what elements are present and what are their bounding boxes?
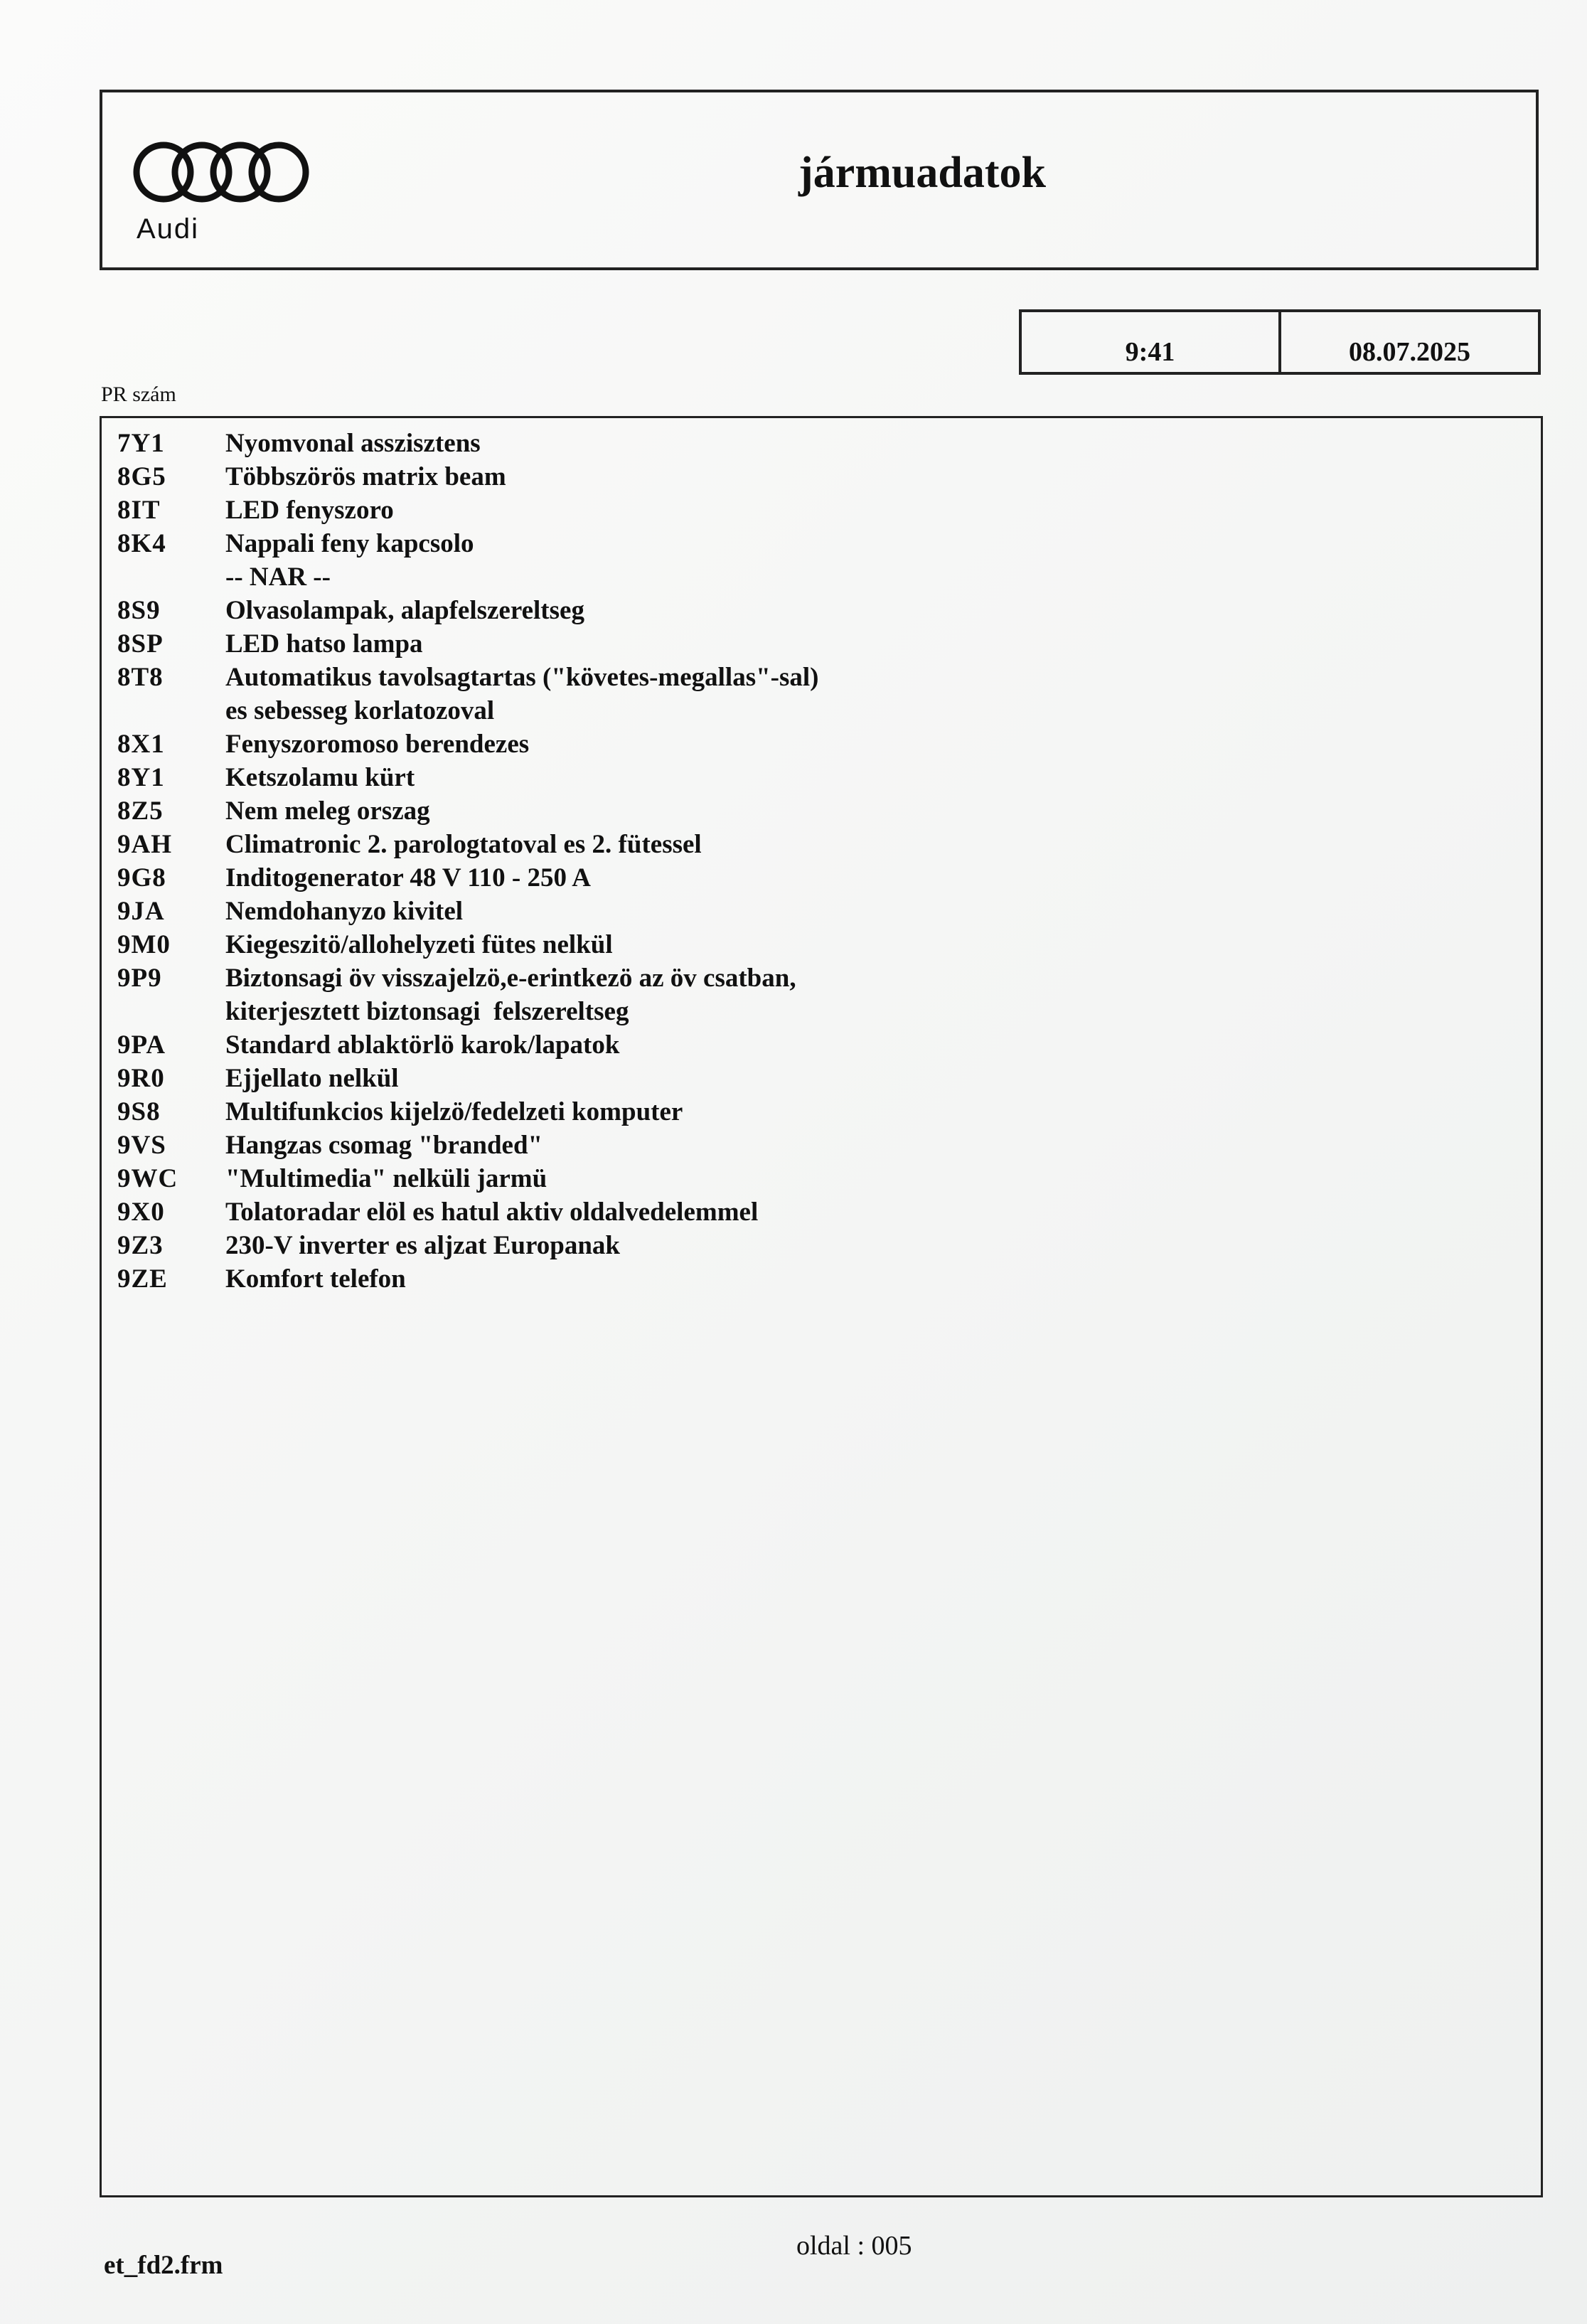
print-time: 9:41 — [1125, 337, 1175, 367]
pr-number-label: PR szám — [101, 383, 176, 406]
pr-code: 9M0 — [117, 930, 171, 959]
pr-code: 8IT — [117, 496, 161, 525]
pr-code: 9PA — [117, 1030, 166, 1060]
table-row — [102, 527, 1541, 594]
pr-description — [225, 1162, 1541, 1195]
pr-description — [225, 594, 1541, 627]
pr-description — [225, 1062, 1541, 1095]
table-row — [102, 1195, 1541, 1229]
pr-description — [225, 627, 1541, 661]
pr-description — [225, 1262, 1541, 1296]
pr-code: 8Y1 — [117, 763, 165, 792]
table-row — [102, 627, 1541, 661]
table-row — [102, 661, 1541, 727]
table-row — [102, 594, 1541, 627]
pr-description-line: Tolatoradar elöl es hatul aktiv oldalvedelemmel — [225, 1198, 759, 1227]
pr-description — [225, 1095, 1541, 1129]
pr-description — [225, 861, 1541, 895]
pr-code: 8T8 — [117, 663, 164, 692]
pr-description-line: es sebesseg korlatozoval — [225, 696, 495, 725]
pr-description — [225, 427, 1541, 460]
pr-description — [225, 1028, 1541, 1062]
pr-description-line: Inditogenerator 48 V 110 - 250 A — [225, 863, 591, 892]
table-row — [102, 1062, 1541, 1095]
pr-code: 8S9 — [117, 596, 161, 625]
table-row — [102, 727, 1541, 761]
pr-code: 9AH — [117, 830, 172, 859]
pr-description-line: Multifunkcios kijelzö/fedelzeti komputer — [225, 1097, 683, 1126]
pr-description-line: Nappali feny kapcsolo — [225, 529, 474, 558]
pr-description-line: "Multimedia" nelküli jarmü — [225, 1164, 547, 1193]
table-row — [102, 794, 1541, 828]
pr-description — [225, 460, 1541, 494]
table-row — [102, 895, 1541, 928]
pr-code: 9VS — [117, 1131, 166, 1160]
pr-description — [225, 661, 1541, 727]
pr-description-line: Fenyszoromoso berendezes — [225, 730, 530, 759]
pr-code: 9ZE — [117, 1264, 168, 1294]
table-row — [102, 1262, 1541, 1296]
table-row — [102, 928, 1541, 961]
pr-description-line: kiterjesztett biztonsagi felszereltseg — [225, 997, 629, 1026]
pr-description — [225, 1129, 1541, 1162]
pr-code: 8G5 — [117, 462, 166, 491]
pr-code: 9JA — [117, 897, 165, 926]
table-row — [102, 961, 1541, 1028]
pr-code: 8SP — [117, 629, 164, 659]
table-row — [102, 427, 1541, 460]
pr-code: 9P9 — [117, 964, 162, 993]
pr-description-line: Többszörös matrix beam — [225, 462, 506, 491]
pr-description-line: LED hatso lampa — [225, 629, 423, 659]
pr-description-line: LED fenyszoro — [225, 496, 394, 525]
pr-description-line: Standard ablaktörlö karok/lapatok — [225, 1030, 620, 1060]
pr-description — [225, 895, 1541, 928]
pr-description — [225, 1195, 1541, 1229]
pr-description — [225, 961, 1541, 1028]
table-row — [102, 1129, 1541, 1162]
pr-description-line: Ketszolamu kürt — [225, 763, 415, 792]
pr-description-line: Nem meleg orszag — [225, 796, 430, 826]
pr-description-line: Ejjellato nelkül — [225, 1064, 399, 1093]
table-row — [102, 828, 1541, 861]
table-row — [102, 1028, 1541, 1062]
pr-code: 9S8 — [117, 1097, 161, 1126]
pr-description-line: Nemdohanyzo kivitel — [225, 897, 464, 926]
pr-description-line: Kiegeszitö/allohelyzeti fütes nelkül — [225, 930, 613, 959]
pr-code: 8K4 — [117, 529, 166, 558]
pr-description — [225, 494, 1541, 527]
table-row — [102, 494, 1541, 527]
pr-description — [225, 928, 1541, 961]
table-row — [102, 1095, 1541, 1129]
form-file-name: et_fd2.frm — [104, 2251, 223, 2280]
print-date: 08.07.2025 — [1278, 312, 1538, 372]
pr-description-line: Hangzas csomag "branded" — [225, 1131, 543, 1160]
pr-code: 8X1 — [117, 730, 165, 759]
table-row — [102, 1229, 1541, 1262]
brand-name: Audi — [137, 213, 200, 245]
pr-description-line: Olvasolampak, alapfelszereltseg — [225, 596, 584, 625]
timestamp-box — [1019, 309, 1541, 375]
table-row — [102, 761, 1541, 794]
pr-code: 7Y1 — [117, 429, 165, 458]
table-row — [102, 1162, 1541, 1195]
pr-description-line: -- NAR -- — [225, 563, 331, 592]
table-row — [102, 460, 1541, 494]
document-header — [100, 90, 1539, 270]
pr-code-list — [100, 416, 1543, 2197]
pr-code-rows — [102, 427, 1541, 1296]
page-number: oldal : 005 — [796, 2231, 912, 2261]
pr-description-line: 230-V inverter es aljzat Europanak — [225, 1231, 620, 1260]
pr-description-line: Automatikus tavolsagtartas ("követes-megallas"-sal) — [225, 663, 819, 692]
pr-description-line: Nyomvonal asszisztens — [225, 429, 481, 458]
pr-description-line: Climatronic 2. parologtatoval es 2. fütessel — [225, 830, 702, 859]
pr-description — [225, 1229, 1541, 1262]
pr-code: 9X0 — [117, 1198, 165, 1227]
pr-code: 9WC — [117, 1164, 178, 1193]
page-title: jármuadatok — [798, 149, 1046, 197]
pr-code: 9R0 — [117, 1064, 165, 1093]
pr-description — [225, 761, 1541, 794]
pr-description — [225, 727, 1541, 761]
pr-description — [225, 527, 1541, 594]
pr-code: 9Z3 — [117, 1231, 164, 1260]
pr-description — [225, 828, 1541, 861]
pr-code: 8Z5 — [117, 796, 164, 826]
pr-description — [225, 794, 1541, 828]
pr-description-line: Komfort telefon — [225, 1264, 406, 1294]
table-row — [102, 861, 1541, 895]
pr-description-line: Biztonsagi öv visszajelzö,e-erintkezö az öv csatban, — [225, 964, 796, 993]
pr-code: 9G8 — [117, 863, 166, 892]
